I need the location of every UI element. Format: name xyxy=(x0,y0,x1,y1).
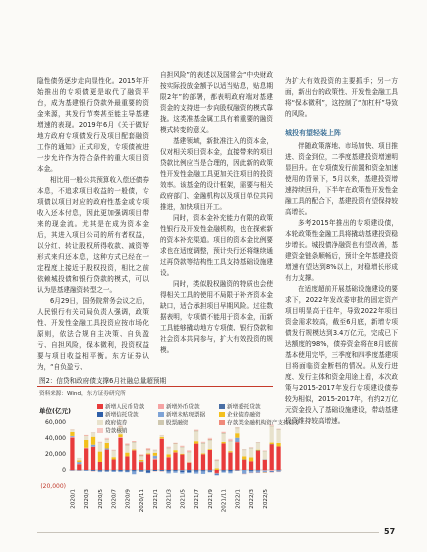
paragraph: 6月29日，国务院常务会议之后，人民银行有关司局负责人强调，政策性、开发性金融工具投资应按市场化原则，依法合规自主决策、自负盈亏、自担风险，保本微利，投资权益要与项目收益相平衡。东方证券认为，“自负盈亏、 xyxy=(37,297,149,371)
bar-segment xyxy=(249,447,253,448)
y-tick-label: 40,000 xyxy=(45,435,66,442)
bar-segment xyxy=(167,457,171,470)
bar-segment xyxy=(221,434,225,442)
bar-segment xyxy=(160,470,164,471)
bar-segment xyxy=(208,450,212,470)
bar-segment xyxy=(139,470,143,471)
figure-title-box xyxy=(37,374,273,387)
x-tick-label: 2020/1 xyxy=(70,489,77,509)
bar-segment xyxy=(112,470,116,471)
x-tick-label: 2020/11 xyxy=(139,489,146,513)
bar-segment xyxy=(276,429,280,430)
bar-segment xyxy=(180,454,184,455)
page-number: 57 xyxy=(384,527,396,536)
x-tick-label: 2020/3 xyxy=(84,489,91,509)
bar-segment xyxy=(98,443,102,452)
bar-segment xyxy=(173,450,177,452)
bar-segment xyxy=(242,460,246,470)
legend-label: 政府债券 xyxy=(105,420,128,427)
figure-source: 资料来源：Wind，东方证券研究所 xyxy=(39,391,126,397)
bar-segment xyxy=(77,464,81,470)
bar-segment xyxy=(77,462,81,464)
bar-segment xyxy=(125,444,129,445)
bar-segment xyxy=(98,471,102,472)
bar-segment xyxy=(132,442,136,443)
bar-segment xyxy=(125,471,129,472)
bar-segment xyxy=(242,470,246,474)
bar-segment xyxy=(208,449,212,450)
bar-segment xyxy=(167,448,171,449)
bar-segment xyxy=(249,461,253,470)
article-column-middle xyxy=(160,70,273,356)
bar-segment xyxy=(146,448,150,449)
bar-segment xyxy=(256,471,260,473)
x-tick-label: 2020/9 xyxy=(125,489,132,509)
bar-segment xyxy=(215,468,219,470)
bar-segment xyxy=(235,438,239,442)
legend-swatch xyxy=(219,420,225,425)
bar-segment xyxy=(139,471,143,472)
bar-segment xyxy=(153,459,157,460)
bar-segment xyxy=(208,472,212,473)
bar-segment xyxy=(70,432,74,436)
bar-segment xyxy=(153,453,157,456)
x-tick-label: 2021/7 xyxy=(194,489,201,509)
y-tick-label: 0 xyxy=(62,467,66,474)
bar-segment xyxy=(125,456,129,470)
bar-segment xyxy=(146,454,150,455)
bar-segment xyxy=(173,470,177,471)
legend-swatch xyxy=(97,412,103,417)
bar-segment xyxy=(139,456,143,459)
legend-label: 新增人民币贷款 xyxy=(105,404,145,411)
bar-segment xyxy=(208,470,212,471)
bar-segment xyxy=(146,450,150,453)
bar-segment xyxy=(84,448,88,470)
legend-label: 新增外币贷款 xyxy=(166,404,200,411)
bar-segment xyxy=(201,442,205,443)
bar-segment xyxy=(221,443,225,470)
y-tick-label: 20,000 xyxy=(45,451,66,458)
bar-segment xyxy=(105,448,109,449)
paragraph: 同时，类似股权融资的特质也会使得相关工具的使用不局限于补齐资本金缺口，适合承担项目早期风险。过往数据表明，专项债不能用于资本金，而新工具能够撬动地方专项债、银行贷款和社会资本共同参与，扩大有效投资的规模。 xyxy=(160,280,273,354)
bar-segment xyxy=(91,447,95,470)
bar-segment xyxy=(228,439,232,440)
bar-segment xyxy=(221,433,225,434)
bar-segment xyxy=(125,445,129,446)
bar-segment xyxy=(125,446,129,453)
bar-segment xyxy=(221,442,225,443)
bar-segment xyxy=(263,470,267,471)
bar-segment xyxy=(187,453,191,463)
x-tick-label: 2020/7 xyxy=(111,489,118,509)
bar-segment xyxy=(215,461,219,468)
bar-segment xyxy=(180,472,184,473)
bar-segment xyxy=(112,451,116,457)
bar-segment xyxy=(84,440,88,448)
bar-segment xyxy=(173,471,177,472)
bar-segment xyxy=(228,451,232,452)
bar-segment xyxy=(208,438,212,439)
bar-segment xyxy=(256,442,260,443)
bar-segment xyxy=(118,437,122,438)
bar-segment xyxy=(173,444,177,450)
bar-segment xyxy=(194,470,198,471)
bar-segment xyxy=(263,452,267,460)
bar-segment xyxy=(235,428,239,433)
bar-segment xyxy=(187,470,191,472)
figure-social-financing xyxy=(37,374,398,520)
bar-segment xyxy=(215,470,219,473)
bar-segment xyxy=(77,460,81,462)
bar-segment xyxy=(201,454,205,470)
bar-segment xyxy=(132,470,136,471)
legend-swatch xyxy=(219,412,225,417)
x-tick-label: 2022/1 xyxy=(235,489,242,509)
bar-segment xyxy=(256,443,260,450)
bar-segment xyxy=(139,454,143,455)
bar-segment xyxy=(105,440,109,443)
bar-segment xyxy=(270,427,274,443)
bar-segment xyxy=(167,449,171,455)
y-tick-label: 60,000 xyxy=(45,419,66,426)
x-tick-label: 2022/3 xyxy=(249,489,256,509)
bar-segment xyxy=(70,438,74,470)
bar-segment xyxy=(276,446,280,470)
bar-segment xyxy=(160,436,164,437)
bar-segment xyxy=(187,463,191,470)
bar-segment xyxy=(132,443,136,450)
bar-segment xyxy=(208,441,212,449)
bar-segment xyxy=(263,471,267,472)
x-tick-label: 2021/5 xyxy=(180,489,187,509)
bar-segment xyxy=(112,471,116,472)
article-column-left xyxy=(37,76,149,373)
bar-segment xyxy=(139,456,143,457)
legend-swatch xyxy=(97,420,103,425)
bar-segment xyxy=(215,474,219,475)
bar-segment xyxy=(180,447,184,448)
paragraph: 隐性债务逐步走向显性化。2015年开始推出的专项债更是取代了融资平台，成为基建银行贷款外最重要的资金来源，其发行节奏甚至能主导基建增速的表现。2019年6月《关于做好地方政府专项债发行及项目配套融资工作的通知》正式印发，专项债被进一步允许作为符合条件的重大项目资本金。 xyxy=(37,77,149,173)
bar-segment xyxy=(180,448,184,454)
bar-segment xyxy=(242,449,246,450)
bar-segment xyxy=(228,471,232,473)
bar-segment xyxy=(270,443,274,445)
bar-segment xyxy=(242,456,246,459)
legend-swatch xyxy=(158,412,164,417)
bar-segment xyxy=(132,471,136,474)
bar-segment xyxy=(194,441,198,443)
bar-segment xyxy=(215,459,219,460)
bar-segment xyxy=(84,448,88,449)
bar-segment xyxy=(201,444,205,454)
bar-segment xyxy=(112,457,116,459)
bar-segment xyxy=(112,460,116,470)
bar-segment xyxy=(167,454,171,457)
bar-segment xyxy=(160,435,164,436)
bar-segment xyxy=(228,442,232,451)
bar-segment xyxy=(91,445,95,447)
bar-segment xyxy=(228,440,232,441)
paragraph: 同时，资本金补充能力有限的政策性银行及开发性金融机构，也在探索新的资本补充渠道。项目的资本金比例要求也在适度调整，预计央行还将继续通过再贷款等结构性工具支持基础设施建设。 xyxy=(160,214,273,277)
bar-segment xyxy=(187,450,191,451)
bar-segment xyxy=(215,460,219,461)
bar-segment xyxy=(153,470,157,471)
bar-segment xyxy=(263,451,267,452)
bar-segment xyxy=(263,450,267,451)
paragraph: 自担风险”的表述以及国常会“中央财政按实际投放金额予以适当贴息，贴息期限2年”的部署，都表明政府端对基建资金的支持进一步向股权融资的模式靠拢。这类准基金属工具有着重要的融资模式转变的意义。 xyxy=(160,71,273,134)
bar-segment xyxy=(180,455,184,470)
bar-segment xyxy=(98,470,102,471)
bar-segment xyxy=(153,450,157,452)
bar-segment xyxy=(70,437,74,438)
bar-segment xyxy=(98,452,102,462)
legend-label: 股票融资 xyxy=(166,420,189,427)
bar-segment xyxy=(194,444,198,470)
bar-segment xyxy=(180,471,184,473)
paragraph: 基建领域，新批准注入的资本金，仅对相关项目资本金，直接带来的项目贷款比例应当是合理的，因此新的政策性开发性金融工具更加关注项目的投资效率。该基金的设计框架，需要与相关政府部门、金融机构以及项目单位共同推进，加快项目开工。 xyxy=(160,137,273,211)
bar-segment xyxy=(167,470,171,471)
legend-label: 新增委托贷款 xyxy=(227,404,261,411)
bar-segment xyxy=(91,433,95,437)
bar-segment xyxy=(208,439,212,440)
bar-segment xyxy=(201,471,205,474)
bar-segment xyxy=(105,450,109,470)
bar-segment xyxy=(187,452,191,453)
bar-segment xyxy=(146,454,150,470)
bar-segment xyxy=(194,432,198,442)
bar-segment xyxy=(256,451,260,470)
legend-swatch xyxy=(97,404,103,409)
bar-segment xyxy=(70,436,74,437)
bar-segment xyxy=(160,437,164,439)
bar-segment xyxy=(118,471,122,472)
bar-segment xyxy=(139,460,143,462)
bar-segment xyxy=(256,450,260,451)
figure-title: 图2：信贷和政府债支撑6月社融总量超预期 xyxy=(39,377,167,385)
bar-segment xyxy=(194,430,198,431)
bar-segment xyxy=(98,462,102,470)
bar-segment xyxy=(146,473,150,474)
bar-segment xyxy=(249,470,253,471)
bar-segment xyxy=(146,449,150,450)
bar-segment xyxy=(146,471,150,473)
bar-segment xyxy=(153,456,157,459)
bar-segment xyxy=(125,443,129,444)
legend-label: 存款类金融机构资产支持证券 xyxy=(227,420,300,427)
bar-segment xyxy=(167,471,171,473)
bar-segment xyxy=(249,471,253,473)
bar-segment xyxy=(201,454,205,455)
bar-segment xyxy=(201,443,205,444)
bar-segment xyxy=(249,449,253,458)
bar-segment xyxy=(276,429,280,430)
x-tick-label: 2022/5 xyxy=(262,489,269,509)
bar-segment xyxy=(105,470,109,471)
legend-label: 新增未贴现票据 xyxy=(166,412,206,419)
bar-segment xyxy=(187,472,191,473)
bar-segment xyxy=(70,430,74,432)
bar-segment xyxy=(146,450,150,451)
bar-segment xyxy=(139,455,143,456)
bar-segment xyxy=(235,427,239,428)
bar-segment xyxy=(201,470,205,471)
x-tick-label: 2020/5 xyxy=(97,489,104,509)
legend-swatch xyxy=(158,404,164,409)
x-tick-label: 2021/1 xyxy=(152,489,159,509)
bar-segment xyxy=(77,458,81,460)
x-tick-label: 2021/11 xyxy=(221,489,228,513)
y-axis-label: 单位(亿元) xyxy=(39,407,71,415)
bar-segment xyxy=(105,438,109,439)
paragraph: 为扩大有效投资的主要抓手；另一方面，新出台的政策性、开发性金融工具将“保本微利”，这控制了“加杠杆”导致的风险。 xyxy=(285,77,398,118)
bar-segment xyxy=(249,457,253,461)
legend-label: 企业债券融资 xyxy=(227,412,261,419)
bar-segment xyxy=(153,460,157,470)
bar-segment xyxy=(221,471,225,472)
bar-segment xyxy=(118,470,122,471)
bar-segment xyxy=(132,450,136,470)
bar-segment xyxy=(91,470,95,471)
bar-segment xyxy=(180,446,184,447)
legend-label: 新增信托贷款 xyxy=(105,412,139,419)
bar-segment xyxy=(242,450,246,456)
legend-swatch xyxy=(158,420,164,425)
bar-segment xyxy=(84,435,88,436)
bar-segment xyxy=(125,470,129,471)
bar-segment xyxy=(221,470,225,471)
bar-segment xyxy=(270,444,274,470)
paragraph: 伴随政策落地、市场加快、项目推进、资金到位，二季度基建投资增速明显回升。在专项债发行前置和资金加速使用的背景下，5月以来，基建投资增速持续回升，下半年在政策性开发性金融工具的配合下，基建投资有望保持较高增长。 xyxy=(285,142,398,216)
bar-segment xyxy=(194,472,198,474)
section-heading: 城投有望轻装上阵 xyxy=(285,129,341,137)
bar-segment xyxy=(173,452,177,470)
bar-segment xyxy=(132,449,136,450)
bar-segment xyxy=(167,447,171,448)
bar-segment xyxy=(139,462,143,470)
bar-segment xyxy=(215,475,219,476)
bar-segment xyxy=(228,470,232,471)
bar-segment xyxy=(270,471,274,472)
legend-label: 贷款核销 xyxy=(105,428,128,435)
bar-segment xyxy=(235,442,239,470)
bar-segment xyxy=(249,448,253,449)
bar-segment xyxy=(146,470,150,471)
bar-segment xyxy=(194,431,198,432)
x-tick-label: 2021/9 xyxy=(207,489,214,509)
bar-segment xyxy=(228,441,232,442)
bar-segment xyxy=(270,470,274,471)
legend-swatch xyxy=(219,404,225,409)
footer-rule xyxy=(37,532,379,533)
bar-segment xyxy=(228,452,232,470)
stacked-bar-chart xyxy=(37,400,398,520)
bar-segment xyxy=(276,471,280,472)
bar-segment xyxy=(118,438,122,470)
paragraph: 多考2015年推出的专项建设债，本轮政策性金融工具将撬动基建投资稳步增长。城投债净融资也有望改善，基建资金链条顺畅后，预计全年基建投资增速有望达到8%以上，对稳增长形成有力支撑。 xyxy=(285,219,398,282)
bar-segment xyxy=(125,453,129,457)
bar-segment xyxy=(276,443,280,446)
legend-swatch xyxy=(97,428,103,433)
bar-segment xyxy=(276,430,280,443)
paragraph: 在适度超前开展基础设施建设的要求下，2022年发改委审批的固定资产项目明显高于往年，导致2022年项目资金需求较高，截至6月底，新增专项债发行规模达到3.4万亿元，完成已下达额度的98%，债券资金将在8月底前基本使用完毕，三季度和四季度基建项目将面临资金断档的情况。从发行进度、发行主体和资金用途上看，本次政策与2015-2017年发行专项建设债券较为相似，2015-2017年，有约2万亿元资金投入了基础设施建设，带动基建投资维持较高增速。 xyxy=(285,285,398,425)
bar-segment xyxy=(256,470,260,471)
bar-segment xyxy=(263,460,267,470)
bar-segment xyxy=(215,473,219,474)
bar-segment xyxy=(105,443,109,449)
y-tick-label: (20,000) xyxy=(40,483,66,490)
x-tick-label: 2021/3 xyxy=(166,489,173,509)
bar-segment xyxy=(235,433,239,437)
bar-segment xyxy=(208,440,212,441)
bar-segment xyxy=(221,432,225,433)
bar-segment xyxy=(160,439,164,470)
bar-segment xyxy=(91,437,95,445)
bar-segment xyxy=(84,436,88,440)
paragraph: 相比用一般公共预算收入偿还债券本息，不追求项目收益的一般债，专项债以项目对应的政府性基金或专项收入还本付息，因此更加强调项目带来的现金流。尤其是在成为资本金后，其进入项目公司的所有者权益，以分红、转让股权所得收款、减资等形式来归还本息，这种方式已经在一定程度上接近于股权投资，相比之前依赖城投债和银行贷款的模式，可以认为是基建融资转型之一。 xyxy=(37,176,149,294)
